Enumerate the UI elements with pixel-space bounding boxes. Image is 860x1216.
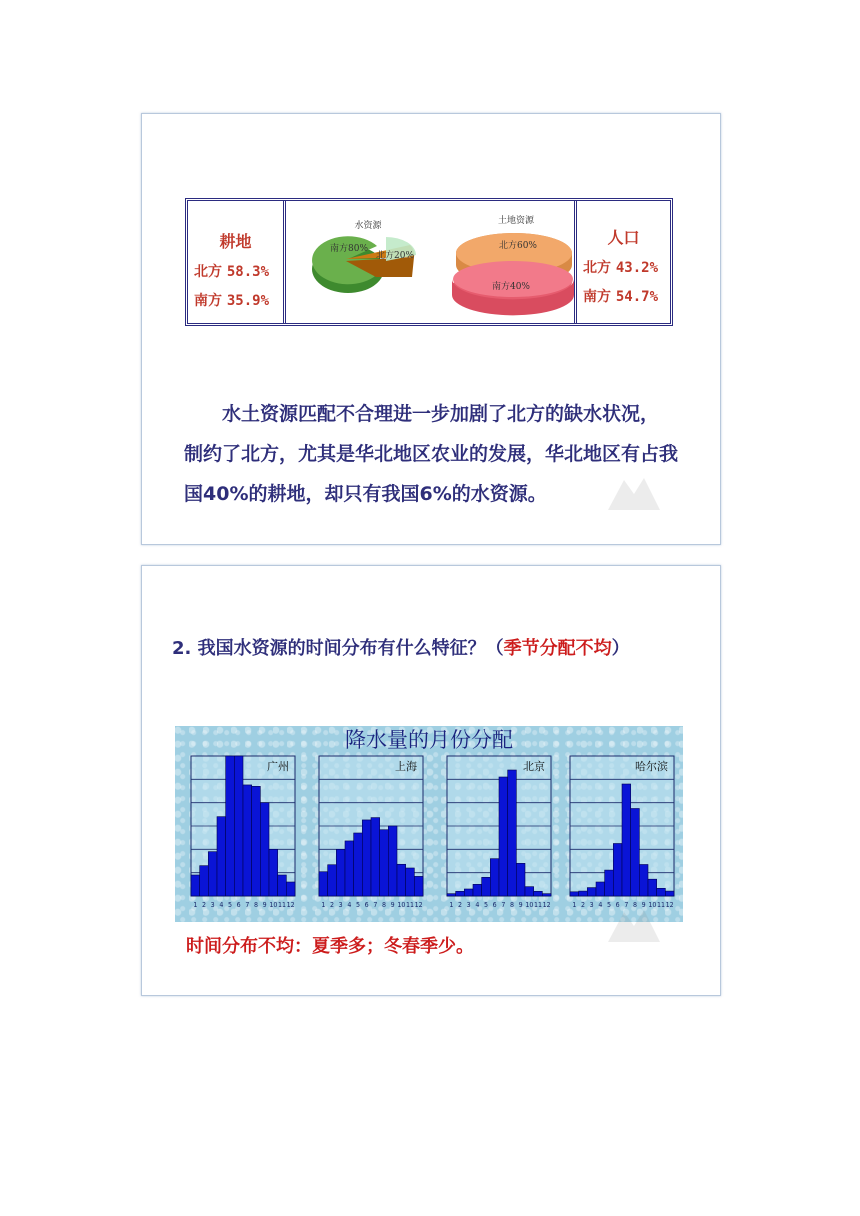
chart-bar <box>286 882 295 896</box>
chart-bar <box>639 865 648 897</box>
chart-tick-label: 6 <box>615 901 620 909</box>
chart-tick-label: 11 <box>277 901 287 909</box>
pie-charts-cell <box>286 201 574 323</box>
chart-tick-label: 5 <box>483 901 489 909</box>
chart-bar <box>579 891 588 896</box>
chart-tick-label: 8 <box>253 901 259 909</box>
chart-tick-label: 8 <box>632 901 638 909</box>
chart-bar <box>482 877 491 896</box>
slide-resource-matching <box>141 113 721 545</box>
farmland-cell <box>188 201 286 323</box>
land-pie-north-label: 北方60% <box>498 241 538 251</box>
chart-bar <box>456 891 465 896</box>
chart-tick-label: 2 <box>457 901 463 909</box>
watermark-logo-icon <box>604 906 664 946</box>
resource-comparison-table <box>185 198 673 326</box>
chart-tick-label: 2 <box>580 901 586 909</box>
farmland-south-value: 35.9% <box>226 293 270 309</box>
population-cell <box>574 201 670 323</box>
chart-bar <box>648 879 657 896</box>
chart-tick-label: 8 <box>381 901 387 909</box>
chart-tick-label: 10 <box>397 901 406 909</box>
chart-tick-label: 9 <box>641 901 646 909</box>
farmland-north-label: 北方 <box>194 264 222 280</box>
chart-tick-label: 1 <box>193 901 198 909</box>
chart-tick-label: 5 <box>227 901 233 909</box>
precipitation-charts-svg <box>175 726 683 922</box>
chart-bar <box>414 876 423 896</box>
population-north-value: 43.2% <box>615 260 659 276</box>
chart-tick-label: 12 <box>414 901 423 909</box>
chart-tick-label: 9 <box>390 901 395 909</box>
chart-bar <box>336 849 345 896</box>
chart-bar <box>328 865 337 896</box>
chart-tick-label: 5 <box>606 901 612 909</box>
slide-time-distribution <box>141 565 721 996</box>
chart-tick-label: 10 <box>269 901 278 909</box>
chart-tick-label: 4 <box>475 901 480 909</box>
chart-bar <box>380 830 389 896</box>
chart-bar <box>508 770 517 896</box>
chart-tick-label: 10 <box>525 901 534 909</box>
conclusion-text: 时间分布不均：夏季多；冬春季少。 <box>186 936 474 957</box>
chart-tick-label: 2 <box>329 901 335 909</box>
chart-city-title: 北京 <box>523 760 545 773</box>
question-answer: 季节分配不均 <box>503 638 612 659</box>
chart-bar <box>406 868 415 896</box>
population-heading: 人口 <box>607 228 640 247</box>
chart-tick-label: 1 <box>321 901 326 909</box>
chart-bar <box>534 891 543 896</box>
farmland-heading: 耕地 <box>219 232 252 251</box>
chart-tick-label: 3 <box>466 901 471 909</box>
chart-bar <box>490 859 499 896</box>
chart-bar <box>226 756 235 896</box>
chart-bar <box>499 777 508 896</box>
chart-bar <box>516 863 525 896</box>
chart-tick-label: 7 <box>373 901 378 909</box>
chart-bar <box>252 786 261 896</box>
chart-tick-label: 1 <box>572 901 577 909</box>
chart-tick-label: 4 <box>347 901 352 909</box>
water-pie-title: 水资源 <box>354 221 382 231</box>
chart-bar <box>570 892 579 896</box>
land-pie-title: 土地资源 <box>497 216 535 226</box>
chart-bar <box>657 888 666 896</box>
chart-tick-label: 12 <box>286 901 295 909</box>
chart-tick-label: 12 <box>665 901 674 909</box>
chart-bar <box>200 866 209 896</box>
chart-bar <box>278 875 287 896</box>
chart-bar <box>319 872 328 896</box>
farmland-north-value: 58.3% <box>226 264 270 280</box>
chart-bar <box>665 891 674 896</box>
chart-tick-label: 6 <box>364 901 369 909</box>
chart-bar <box>191 875 200 896</box>
resource-pies-svg <box>286 201 574 323</box>
land-pie-south-label: 南方40% <box>491 282 531 292</box>
watermark-logo-icon <box>604 474 664 514</box>
chart-bar <box>362 820 371 896</box>
chart-bar <box>613 844 622 897</box>
chart-bar <box>596 882 605 896</box>
chart-tick-label: 2 <box>201 901 207 909</box>
water-pie-south-label: 南方80% <box>330 244 369 254</box>
chart-tick-label: 3 <box>338 901 343 909</box>
chart-tick-label: 10 <box>648 901 657 909</box>
population-south-value: 54.7% <box>615 289 659 305</box>
chart-bar <box>525 887 534 896</box>
chart-tick-label: 4 <box>598 901 603 909</box>
chart-tick-label: 6 <box>492 901 497 909</box>
farmland-south-label: 南方 <box>194 293 222 309</box>
chart-tick-label: 11 <box>533 901 543 909</box>
chart-bar <box>587 888 596 896</box>
chart-city-title: 广州 <box>267 760 289 773</box>
chart-tick-label: 11 <box>405 901 415 909</box>
paragraph-line: 国40%的耕地，却只有我国6%的水资源。 <box>184 483 547 505</box>
paragraph-line: 水土资源匹配不合理进一步加剧了北方的缺水状况， <box>184 403 660 425</box>
water-pie-north-label: 北方20% <box>376 251 415 261</box>
precipitation-chart-title: 降水量的月份分配 <box>345 728 513 752</box>
precipitation-chart-panel <box>175 726 683 922</box>
chart-tick-label: 4 <box>219 901 224 909</box>
chart-bar <box>354 833 363 896</box>
chart-city-title: 哈尔滨 <box>635 760 668 773</box>
paragraph-line: 制约了北方，尤其是华北地区农业的发展，华北地区有占我 <box>184 443 679 465</box>
chart-tick-label: 6 <box>236 901 241 909</box>
chart-tick-label: 5 <box>355 901 361 909</box>
chart-bar <box>631 809 640 897</box>
chart-tick-label: 7 <box>624 901 629 909</box>
chart-tick-label: 3 <box>589 901 594 909</box>
chart-tick-label: 7 <box>501 901 506 909</box>
chart-bar <box>269 849 278 896</box>
chart-bar <box>217 817 226 896</box>
chart-bar <box>447 894 456 896</box>
chart-bar <box>605 870 614 896</box>
chart-bar <box>371 818 380 896</box>
chart-tick-label: 9 <box>518 901 523 909</box>
chart-tick-label: 1 <box>449 901 454 909</box>
chart-tick-label: 3 <box>210 901 215 909</box>
population-north-label: 北方 <box>583 260 611 276</box>
chart-tick-label: 8 <box>509 901 515 909</box>
chart-bar <box>542 894 551 896</box>
population-south-label: 南方 <box>583 289 611 305</box>
chart-bar <box>464 889 473 896</box>
chart-bar <box>208 852 217 896</box>
chart-tick-label: 7 <box>245 901 250 909</box>
question-suffix: ） <box>611 638 630 659</box>
question-text <box>172 634 630 660</box>
chart-bar <box>622 784 631 896</box>
chart-tick-label: 9 <box>262 901 267 909</box>
chart-bar <box>260 803 269 896</box>
chart-tick-label: 11 <box>656 901 666 909</box>
chart-bar <box>397 864 406 896</box>
chart-bar <box>345 841 354 896</box>
chart-bar <box>243 785 252 896</box>
question-prefix: 2. 我国水资源的时间分布有什么特征？（ <box>172 638 504 659</box>
chart-bar <box>234 756 243 896</box>
chart-bar <box>473 884 482 896</box>
chart-bar <box>388 826 397 896</box>
chart-tick-label: 12 <box>542 901 551 909</box>
chart-city-title: 上海 <box>395 760 417 773</box>
